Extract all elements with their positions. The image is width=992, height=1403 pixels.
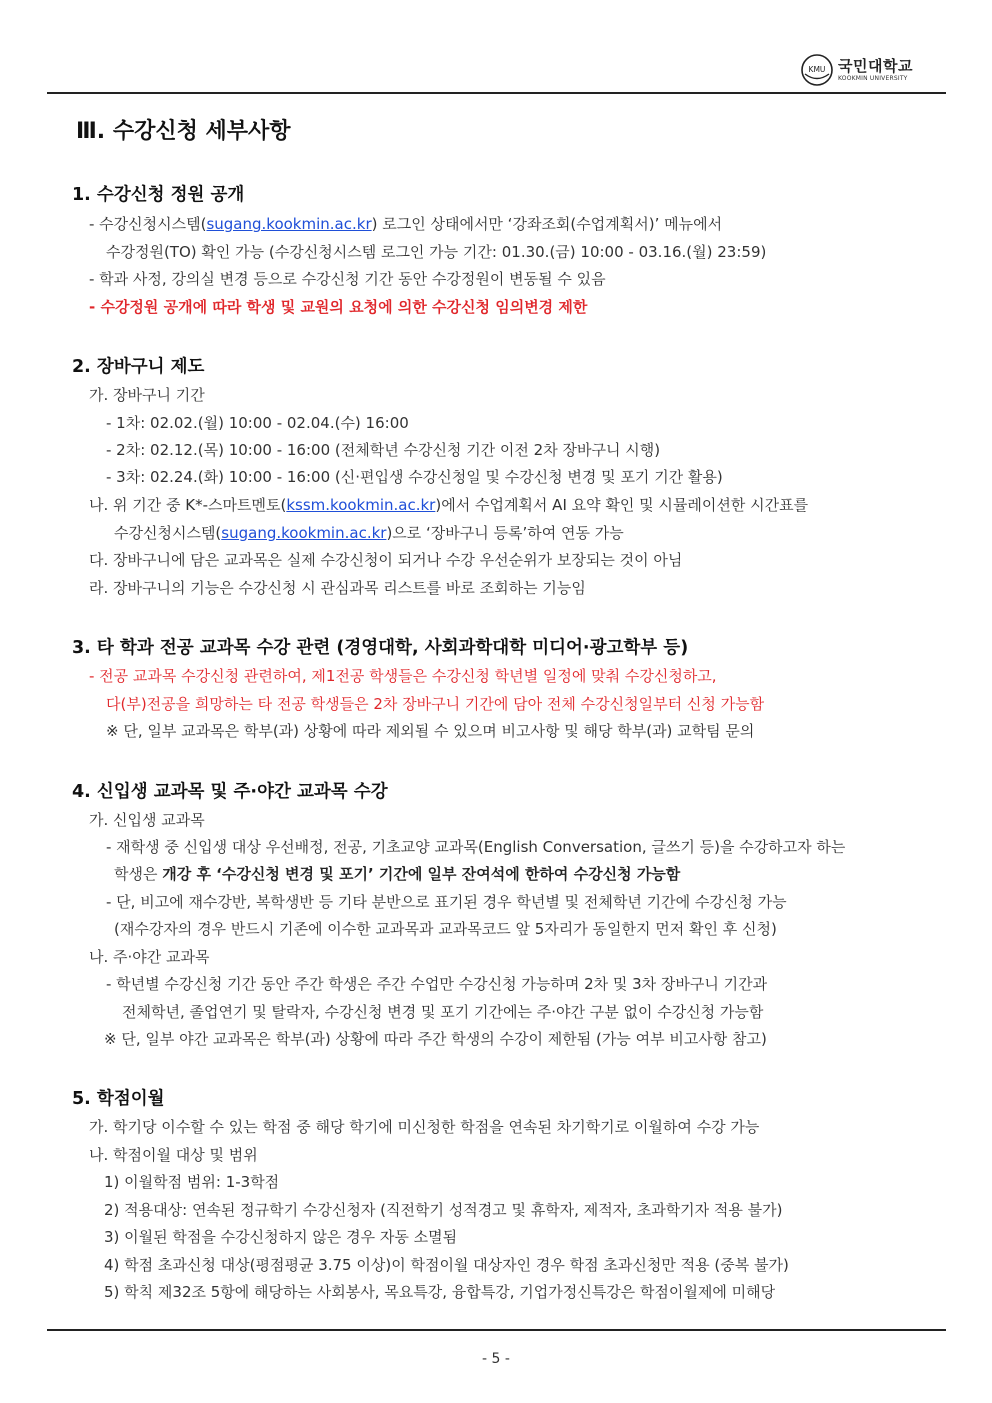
svg-text:KMU: KMU bbox=[808, 65, 826, 74]
section2-da: 다. 장바구니에 담은 교과목은 실제 수강신청이 되거나 수강 우선순위가 보장되는 것이 아님 bbox=[89, 551, 683, 569]
cart-round2: - 2차: 02.12.(목) 10:00 - 16:00 (전체학년 수강신청 기간 이전 2차 장바구니 시행) bbox=[106, 441, 661, 459]
section1-line3: - 학과 사정, 강의실 변경 등으로 수강신청 기간 동안 수강정원이 변동될 수 있음 bbox=[89, 270, 606, 288]
logo-name-english: KOOKMIN UNIVERSITY bbox=[838, 74, 908, 82]
kssm-link[interactable]: kssm.kookmin.ac.kr bbox=[286, 496, 436, 514]
page-title: Ⅲ. 수강신청 세부사항 bbox=[76, 119, 291, 144]
section5-heading: 5. 학점이월 bbox=[72, 1089, 165, 1109]
section4-note: ※ 단, 일부 야간 교과목은 학부(과) 상황에 따라 주간 학생의 수강이 제한됨 (가능 여부 비고사항 참고) bbox=[104, 1030, 767, 1048]
section1-line2: 수강정원(TO) 확인 가능 (수강신청시스템 로그인 가능 기간: 01.30.(금) 10:00 - 03.16.(월) 23:59) bbox=[106, 243, 767, 261]
cart-round1: - 1차: 02.02.(월) 10:00 - 02.04.(수) 16:00 bbox=[106, 414, 409, 432]
section4-g1: - 재학생 중 신입생 대상 우선배정, 전공, 기초교양 교과목(English Conversation, 글쓰기 등)을 수강하고자 하는 bbox=[106, 838, 846, 856]
section5-item3: 3) 이월된 학점을 수강신청하지 않은 경우 자동 소멸됨 bbox=[104, 1228, 458, 1246]
section4-ga: 가. 신입생 교과목 bbox=[89, 811, 205, 829]
section4-g2: 학생은 개강 후 ‘수강신청 변경 및 포기’ 기간에 일부 잔여석에 한하여 수강신청 가능함 bbox=[114, 865, 681, 883]
section3-line2: 다(부)전공을 희망하는 타 전공 학생들은 2차 장바구니 기간에 담아 전체 수강신청일부터 신청 가능함 bbox=[106, 695, 765, 713]
section3-heading: 3. 타 학과 전공 교과목 수강 관련 (경영대학, 사회과학대학 미디어·광고학부 등) bbox=[72, 638, 689, 658]
section5-item2: 2) 적용대상: 연속된 정규학기 수강신청자 (직전학기 성적경고 및 휴학자, 제적자, 초과학기자 적용 불가) bbox=[104, 1201, 783, 1219]
section4-na: 나. 주·야간 교과목 bbox=[89, 948, 210, 966]
section4-heading: 4. 신입생 교과목 및 주·야간 교과목 수강 bbox=[72, 782, 388, 802]
kmu-emblem-icon bbox=[800, 53, 834, 87]
logo-name-korean: 국민대학교 bbox=[838, 56, 913, 75]
section5-item5: 5) 학칙 제32조 5항에 해당하는 사회봉사, 목요특강, 융합특강, 기업가정신특강은 학점이월제에 미해당 bbox=[104, 1283, 776, 1301]
section2-na: 나. 위 기간 중 K*-스마트멘토(kssm.kookmin.ac.kr)에서 수업계획서 AI 요약 확인 및 시뮬레이션한 시간표를 bbox=[89, 496, 809, 514]
section1-warning: - 수강정원 공개에 따라 학생 및 교원의 요청에 의한 수강신청 임의변경 제한 bbox=[89, 298, 588, 316]
section5-item1: 1) 이월학점 범위: 1-3학점 bbox=[104, 1173, 280, 1191]
section4-g3: - 단, 비고에 재수강반, 복학생반 등 기타 분반으로 표기된 경우 학년별 및 전체학년 기간에 수강신청 가능 bbox=[106, 893, 787, 911]
section5-item4: 4) 학점 초과신청 대상(평점평균 3.75 이상)이 학점이월 대상자인 경우 학점 초과신청만 적용 (중복 불가) bbox=[104, 1256, 789, 1274]
section2-heading: 2. 장바구니 제도 bbox=[72, 357, 205, 377]
section1-heading: 1. 수강신청 정원 공개 bbox=[72, 185, 245, 205]
sugang-link[interactable]: sugang.kookmin.ac.kr bbox=[206, 215, 372, 233]
section4-n1: - 학년별 수강신청 기간 동안 주간 학생은 주간 수업만 수강신청 가능하며 2차 및 3차 장바구니 기간과 bbox=[106, 975, 768, 993]
section5-ga: 가. 학기당 이수할 수 있는 학점 중 해당 학기에 미신청한 학점을 연속된 차기학기로 이월하여 수강 가능 bbox=[89, 1118, 760, 1136]
footer-divider bbox=[47, 1329, 946, 1331]
section2-ga: 가. 장바구니 기간 bbox=[89, 386, 205, 404]
section3-line1: - 전공 교과목 수강신청 관련하여, 제1전공 학생들은 수강신청 학년별 일정에 맞춰 수강신청하고, bbox=[89, 667, 717, 685]
header-divider bbox=[47, 92, 946, 94]
section5-na: 나. 학점이월 대상 및 범위 bbox=[89, 1146, 258, 1164]
section2-na-cont: 수강신청시스템(sugang.kookmin.ac.kr)으로 ‘장바구니 등록’하여 연동 가능 bbox=[114, 524, 624, 542]
page-number: - 5 - bbox=[482, 1351, 510, 1367]
section4-n2: 전체학년, 졸업연기 및 탈락자, 수강신청 변경 및 포기 기간에는 주·야간 구분 없이 수강신청 가능함 bbox=[122, 1003, 764, 1021]
section2-ra: 라. 장바구니의 기능은 수강신청 시 관심과목 리스트를 바로 조회하는 기능임 bbox=[89, 579, 586, 597]
section1-line1: - 수강신청시스템(sugang.kookmin.ac.kr) 로그인 상태에서만 ‘강좌조회(수업계획서)’ 메뉴에서 bbox=[89, 215, 723, 233]
section4-g4: (재수강자의 경우 반드시 기존에 이수한 교과목과 교과목코드 앞 5자리가 동일한지 먼저 확인 후 신청) bbox=[114, 920, 777, 938]
sugang-link-2[interactable]: sugang.kookmin.ac.kr bbox=[221, 524, 387, 542]
university-logo bbox=[800, 52, 913, 88]
section3-note: ※ 단, 일부 교과목은 학부(과) 상황에 따라 제외될 수 있으며 비고사항 및 해당 학부(과) 교학팀 문의 bbox=[106, 722, 755, 740]
cart-round3: - 3차: 02.24.(화) 10:00 - 16:00 (신·편입생 수강신청일 및 수강신청 변경 및 포기 기간 활용) bbox=[106, 468, 723, 486]
